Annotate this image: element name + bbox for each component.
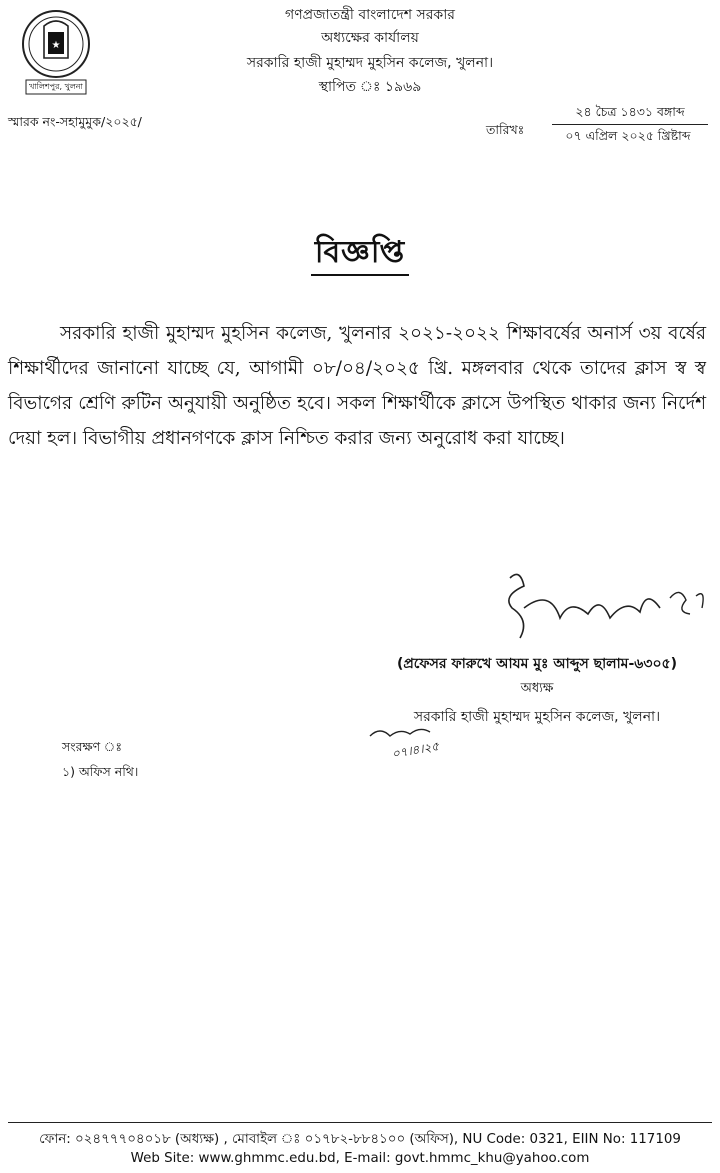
established-year: স্থাপিত ঃ ১৯৬৯: [318, 79, 422, 95]
footer-divider: [8, 1122, 712, 1123]
date-english: ০৭ এপ্রিল ২০২৫ খ্রিষ্টাব্দ: [565, 128, 691, 143]
footer-web: Web Site: www.ghmmc.edu.bd, E-mail: govt.hmmc_khu@yahoo.com: [130, 1151, 590, 1166]
notice-title: [0, 228, 720, 279]
handwritten-signature: [490, 568, 720, 648]
govt-name: গণপ্রজাতন্ত্রী বাংলাদেশ সরকার: [285, 7, 455, 23]
initial-date: ০৭।৪।২৫: [390, 739, 441, 762]
notice-title-text: বিজ্ঞপ্তি: [311, 235, 409, 276]
copy-item: ১) অফিস নথি।: [62, 764, 139, 779]
date-divider: [552, 124, 708, 125]
copy-label: সংরক্ষণ ঃ: [62, 739, 123, 754]
date-bangla: ২৪ চৈত্র ১৪৩১ বঙ্গাব্দ: [575, 104, 685, 119]
signatory-name: (প্রফেসর ফারুখে আযম মুঃ আব্দুস ছালাম-৬৩০৫): [396, 656, 678, 672]
footer-contact: ফোন: ০২৪৭৭৭০৪০১৮ (অধ্যক্ষ) , মোবাইল ঃ ০১৭৮২-৮৮৪১০০ (অফিস), NU Code: 0321, EIIN No: 117109: [39, 1132, 681, 1147]
seal-caption: খালিশপুর, খুলনা: [29, 82, 83, 91]
svg-text:★: ★: [51, 40, 61, 51]
date-label: তারিখঃ: [486, 122, 525, 137]
office-name: অধ্যক্ষের কার্যালয়: [321, 30, 419, 46]
notice-body: সরকারি হাজী মুহাম্মদ মুহসিন কলেজ, খুলনার ২০২১-২০২২ শিক্ষাবর্ষের অনার্স ৩য় বর্ষের শিক্ষার্থীদের জানানো যাচ্ছে যে, আগামী ০৮/০৪/২০২৫ খ্রি. মঙ্গলবার থেকে তাদের ক্লাস স্ব স্ব বিভাগের শ্রেণি রুটিন অনুযায়ী অনুষ্ঠিত হবে। সকল শিক্ষার্থীকে ক্লাসে উপস্থিত থাকার জন্য নির্দেশ দেয়া হল। বিভাগীয় প্রধানগণকে ক্লাস নিশ্চিত করার জন্য অনুরোধ করা যাচ্ছে।: [8, 323, 706, 449]
college-name: সরকারি হাজী মুহাম্মদ মুহসিন কলেজ, খুলনা।: [246, 55, 494, 71]
memo-reference: স্মারক নং-সহামুমুক/২০২৫/: [8, 114, 142, 129]
signatory-designation: অধ্যক্ষ: [520, 681, 554, 696]
signatory-college: সরকারি হাজী মুহাম্মদ মুহসিন কলেজ, খুলনা।: [413, 709, 661, 725]
